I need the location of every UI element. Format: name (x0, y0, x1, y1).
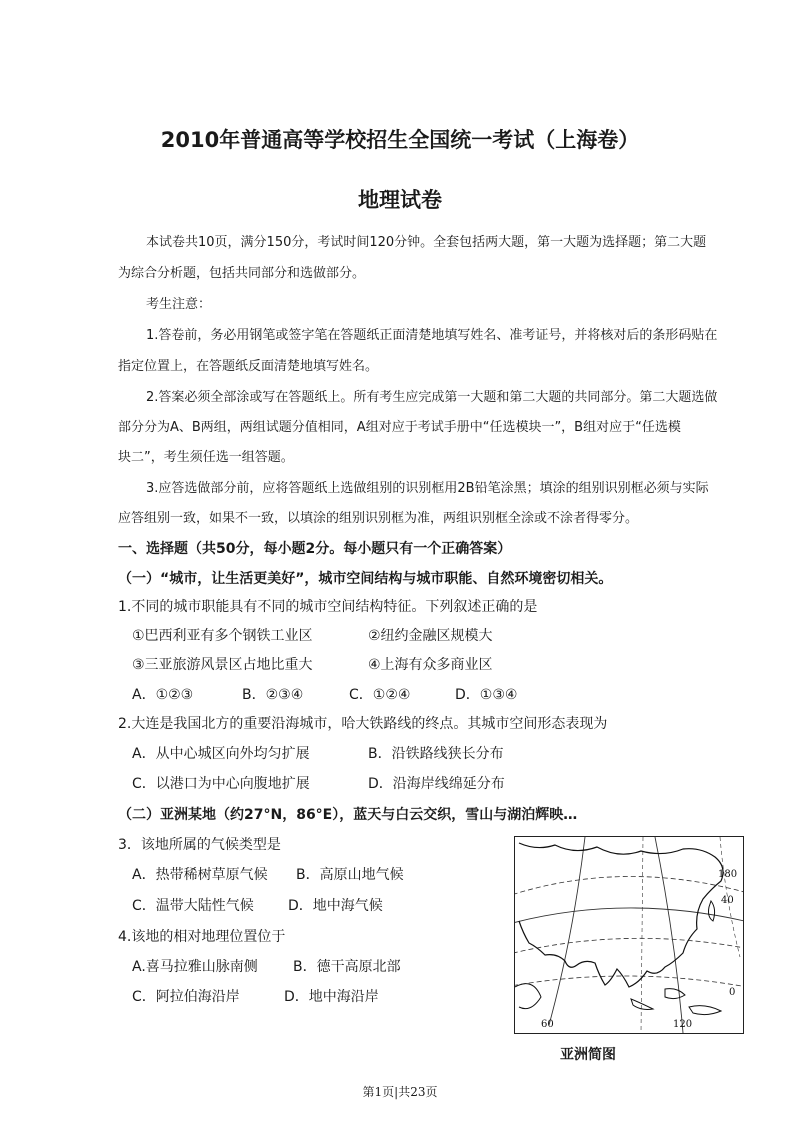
q4-option-d: D．地中海沿岸 (284, 989, 379, 1005)
q2-stem: 2.大连是我国北方的重要沿海城市，哈大铁路线的终点。其城市空间形态表现为 (118, 716, 608, 732)
notice-2-line-1: 2.答案必须全部涂或写在答题纸上。所有考生应完成第一大题和第二大题的共同部分。第二大题选做 (146, 390, 718, 405)
japan-island (709, 901, 715, 921)
borneo-island (665, 989, 685, 999)
q4-option-a: A.喜马拉雅山脉南侧 (132, 959, 258, 975)
q4-option-b: B．德干高原北部 (293, 959, 401, 975)
page-footer: 第1页|共23页 (362, 1085, 438, 1099)
map-label-0: 0 (729, 987, 736, 998)
asia-sketch-map (514, 836, 744, 1034)
arabia-coast (515, 984, 541, 1009)
q1-statement-1: ①巴西利亚有多个钢铁工业区 (132, 628, 313, 644)
map-caption: 亚洲简图 (560, 1047, 616, 1063)
latitude-20-line (515, 938, 743, 955)
q3-option-b: B．高原山地气候 (296, 867, 404, 883)
part-2-heading: （二）亚洲某地（约27°N，86°E），蓝天与白云交织，雪山与湖泊辉映… (118, 807, 578, 823)
new-guinea-island (689, 1006, 721, 1015)
map-label-60: 60 (541, 1019, 554, 1030)
notice-2-line-2: 部分分为A、B两组，两组试题分值相同，A组对应于考试手册中“任选模块一”，B组对应于“任选模 (118, 420, 681, 435)
intro-line-1: 本试卷共10页，满分150分，考试时间120分钟。全套包括两大题，第一大题为选择题；第二大题 (146, 235, 707, 250)
notice-1-line-1: 1.答卷前，务必用钢笔或签字笔在答题纸正面清楚地填写姓名、准考证号，并将核对后的条形码贴在 (146, 328, 718, 343)
q4-option-c: C．阿拉伯海沿岸 (132, 989, 240, 1005)
q1-statement-2: ②纽约金融区规模大 (368, 628, 493, 644)
intro-line-2: 为综合分析题，包括共同部分和选做部分。 (118, 266, 366, 281)
q1-option-d: D．①③④ (455, 687, 518, 703)
exam-title: 2010年普通高等学校招生全国统一考试（上海卷） (160, 128, 640, 152)
q1-stem: 1.不同的城市职能具有不同的城市空间结构特征。下列叙述正确的是 (118, 599, 538, 615)
meridian-120-line (655, 837, 683, 1033)
q1-statement-3: ③三亚旅游风景区占地比重大 (132, 657, 313, 673)
q2-option-d: D．沿海岸线绵延分布 (368, 776, 505, 792)
q1-option-b: B．②③④ (242, 687, 304, 703)
q3-stem: 3．该地所属的气候类型是 (118, 837, 281, 853)
equator-line (515, 976, 743, 987)
map-label-120: 120 (673, 1019, 693, 1030)
map-label-180: 180 (718, 869, 738, 880)
latitude-60-line (515, 876, 743, 897)
notice-2-line-3: 块二”，考生须任选一组答题。 (118, 450, 294, 465)
q1-option-a: A．①②③ (132, 687, 194, 703)
q2-option-b: B．沿铁路线狭长分布 (368, 746, 504, 762)
notice-3-line-1: 3.应答选做部分前，应将答题纸上选做组别的识别框用2B铅笔涂黑；填涂的组别识别框必须与实际 (146, 481, 709, 496)
q2-option-a: A．从中心城区向外均匀扩展 (132, 746, 310, 762)
section-1-heading: 一、选择题（共50分，每小题2分。每小题只有一个正确答案） (118, 541, 512, 557)
notice-3-line-2: 应答组别一致，如果不一致，以填涂的组别识别框为准，两组识别框全涂或不涂者得零分。 (118, 511, 639, 526)
part-1-heading: （一）“城市，让生活更美好”，城市空间结构与城市职能、自然环境密切相关。 (118, 571, 613, 587)
q3-option-c: C．温带大陆性气候 (132, 898, 254, 914)
exam-subtitle: 地理试卷 (358, 188, 442, 212)
meridian-60-line (549, 837, 585, 1025)
notice-heading: 考生注意： (146, 297, 212, 312)
notice-1-line-2: 指定位置上，在答题纸反面清楚地填写姓名。 (118, 359, 379, 374)
q1-statement-4: ④上海有众多商业区 (368, 657, 493, 673)
sumatra-island (631, 999, 653, 1010)
q2-option-c: C．以港口为中心向腹地扩展 (132, 776, 310, 792)
map-drawing (515, 837, 743, 1033)
q3-option-a: A．热带稀树草原气候 (132, 867, 268, 883)
map-label-40: 40 (721, 895, 734, 906)
q4-stem: 4.该地的相对地理位置位于 (118, 929, 286, 945)
q3-option-d: D．地中海气候 (288, 898, 383, 914)
q1-option-c: C．①②④ (349, 687, 411, 703)
